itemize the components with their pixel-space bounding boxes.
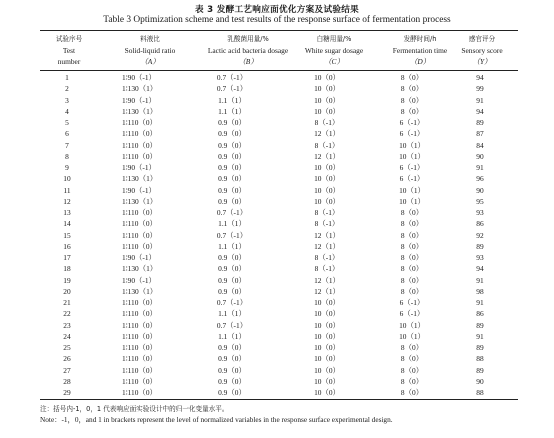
table-cell: 10（0） [314, 320, 340, 330]
table-cell: 91 [476, 298, 484, 307]
header-label-cn: 试验序号 [55, 35, 83, 43]
table-cell: 10（0） [314, 309, 340, 319]
table-cell: 0.9（0） [218, 388, 246, 397]
table-cell: 96 [476, 174, 484, 184]
table-cell: 8（0） [400, 84, 424, 94]
table-cell: 6（-1） [399, 129, 425, 139]
table-cell: 6（-1） [399, 163, 425, 172]
table-cell: 89 [476, 241, 484, 251]
table-cell: 11 [63, 185, 71, 195]
table-cell: 2 [65, 84, 69, 94]
table-cell: 0.9（0） [218, 185, 246, 195]
table-cell-text: 1∶110（0） [122, 320, 157, 330]
header-label-sym: （A） [140, 57, 160, 66]
table-cell: 8（0） [400, 286, 424, 296]
table-cell: 6（-1） [399, 298, 425, 307]
table-cell: 13 [63, 208, 71, 217]
table-cell: 0.9（0） [218, 196, 246, 206]
table-cell [102, 263, 192, 274]
table-cell: 8（0） [400, 365, 424, 375]
table-cell: 93 [476, 253, 484, 262]
table-cell-text: 1∶90（-1） [122, 163, 156, 172]
table-cell: 15 [63, 230, 71, 240]
table-cell [102, 196, 192, 207]
table-cell-text: 1∶130（1） [122, 174, 158, 184]
table-cell: 12（1） [314, 151, 340, 161]
table-cell-text: 1∶110（0） [122, 331, 157, 341]
table-cell-text: 1∶130（1） [122, 84, 158, 94]
table-cell: 0.9（0） [218, 365, 246, 375]
table-cell [102, 83, 192, 94]
table-row [40, 286, 518, 297]
table-cell: 1 [65, 73, 69, 82]
table-cell: 8（-1） [314, 264, 340, 274]
table-row [40, 185, 518, 196]
table-cell [102, 320, 192, 331]
table-cell: 8（0） [400, 343, 424, 352]
table-cell: 27 [63, 365, 71, 375]
table-cell: 12（1） [314, 241, 340, 251]
table-cell: 91 [476, 275, 484, 285]
table-cell: 10（0） [314, 73, 340, 82]
table-cell: 8（0） [400, 241, 424, 251]
table-cell: 17 [63, 253, 71, 262]
table-cell: 26 [63, 354, 71, 364]
table-cell [102, 297, 192, 308]
table-cell: 10（0） [314, 388, 340, 397]
table-cell-text: 1∶110（0） [122, 208, 157, 217]
table-row [40, 218, 518, 229]
header-test-number [40, 34, 98, 67]
table-cell: 0.9（0） [218, 253, 246, 262]
table-cell: 89 [476, 343, 484, 352]
table-cell [102, 106, 192, 117]
table-cell: 8（0） [400, 106, 424, 116]
table-cell: 8（-1） [314, 140, 340, 150]
table-cell [102, 218, 192, 229]
table-row [40, 117, 518, 128]
table-cell [102, 376, 192, 387]
table-cell-text: 1∶110（0） [122, 118, 157, 127]
table-cell: 0.7（-1） [216, 230, 248, 240]
table-cell: 86 [476, 309, 484, 319]
table-cell [102, 331, 192, 342]
table-cell: 8（0） [400, 230, 424, 240]
table-cell: 3 [65, 95, 69, 105]
table-cell: 1.1（1） [218, 331, 246, 341]
table-row [40, 95, 518, 106]
table-row [40, 320, 518, 331]
table-cell: 88 [476, 354, 484, 364]
table-row [40, 241, 518, 252]
table-cell [102, 353, 192, 364]
table-cell-text: 1∶110（0） [122, 365, 157, 375]
table-row [40, 308, 518, 319]
table-cell: 10（0） [314, 106, 340, 116]
table-cell: 10（0） [314, 84, 340, 94]
table-cell: 93 [476, 208, 484, 217]
table-cell: 8（0） [400, 354, 424, 364]
table-row [40, 106, 518, 117]
table-cell: 94 [476, 106, 484, 116]
table-top-rule [40, 30, 518, 31]
table-row [40, 83, 518, 94]
table-cell-text: 1∶110（0） [122, 129, 157, 139]
table-cell: 5 [65, 118, 69, 127]
table-cell: 10（0） [314, 174, 340, 184]
table-row [40, 207, 518, 218]
table-cell: 0.7（-1） [216, 208, 248, 217]
header-label-en: Solid-liquid ratio [124, 46, 176, 55]
table-cell [102, 151, 192, 162]
table-cell: 8（0） [400, 388, 424, 397]
table-cell-text: 1∶130（1） [122, 264, 158, 274]
table-row [40, 376, 518, 387]
header-label-cn: 发酵时间/h [403, 35, 437, 43]
table-cell-text: 1∶110（0） [122, 354, 157, 364]
table-cell: 24 [63, 331, 71, 341]
header-label-en: Lactic acid bacteria dosage [207, 46, 289, 55]
table-cell: 90 [476, 185, 484, 195]
table-body [40, 72, 518, 398]
table-cell: 8（-1） [314, 219, 340, 229]
table-cell-text: 1∶130（1） [122, 196, 158, 206]
table-cell: 91 [476, 95, 484, 105]
table-row [40, 387, 518, 398]
table-cell: 8（-1） [314, 253, 340, 262]
table-cell: 6（-1） [399, 309, 425, 319]
header-label-en: Sensory score [461, 46, 503, 55]
header-solid-liquid-ratio [104, 34, 196, 67]
table-note-english: Note：-1，0，and 1 in brackets represent the level of normalized variables in the response surface experimental design. [40, 415, 393, 424]
table-cell: 0.9（0） [218, 151, 246, 161]
table-cell: 10（0） [314, 185, 340, 195]
header-label-en: White sugar dosage [304, 46, 364, 55]
table-cell: 0.7（-1） [216, 84, 248, 94]
table-cell-text: 1∶130（1） [122, 286, 158, 296]
table-row [40, 252, 518, 263]
table-cell [102, 140, 192, 151]
table-cell: 0.9（0） [218, 354, 246, 364]
header-label-sym: （D） [409, 57, 431, 66]
table-cell: 8（0） [400, 275, 424, 285]
table-cell: 20 [63, 286, 71, 296]
table-cell: 4 [65, 106, 69, 116]
table-cell: 29 [63, 388, 71, 397]
table-row [40, 173, 518, 184]
table-cell-text: 1∶110（0） [122, 376, 157, 386]
table-cell-text: 1∶110（0） [122, 298, 157, 307]
table-cell-text: 1∶90（-1） [122, 73, 156, 82]
table-cell-text: 1∶110（0） [122, 151, 157, 161]
table-cell: 0.7（-1） [216, 320, 248, 330]
table-cell: 10（0） [314, 298, 340, 307]
table-cell: 14 [63, 219, 71, 229]
table-cell: 6 [65, 129, 69, 139]
table-cell: 0.9（0） [218, 129, 246, 139]
header-label-sym: （Y） [472, 57, 492, 66]
table-cell: 25 [63, 343, 71, 352]
table-cell [102, 387, 192, 398]
table-cell [102, 342, 192, 353]
header-label-en: Test [62, 46, 76, 55]
table-cell: 21 [63, 298, 71, 307]
table-cell-text: 1∶90（-1） [122, 275, 156, 285]
table-cell: 94 [476, 264, 484, 274]
table-cell: 23 [63, 320, 71, 330]
table-cell-text: 1∶110（0） [122, 230, 157, 240]
table-header-rule [40, 70, 518, 71]
table-cell: 12（1） [314, 230, 340, 240]
table-cell: 8（0） [400, 376, 424, 386]
table-cell: 92 [476, 230, 484, 240]
table-cell-text: 1∶110（0） [122, 388, 157, 397]
table-row [40, 353, 518, 364]
table-cell: 12（1） [314, 286, 340, 296]
table-cell [102, 117, 192, 128]
header-label-cn: 乳酸菌用量/% [227, 35, 269, 43]
table-row [40, 162, 518, 173]
header-sensory-score [452, 34, 512, 67]
table-row [40, 297, 518, 308]
table-cell: 1.1（1） [218, 106, 246, 116]
table-cell: 90 [476, 151, 484, 161]
header-label-en: Fermentation time [392, 46, 448, 55]
table-cell: 22 [63, 309, 71, 319]
table-cell-text: 1∶90（-1） [122, 185, 156, 195]
table-cell-text: 1∶110（0） [122, 343, 157, 352]
table-title-english: Table 3 Optimization scheme and test results of the response surface of fermentation process [103, 15, 451, 25]
table-cell: 8（0） [400, 219, 424, 229]
table-cell: 12（1） [314, 129, 340, 139]
table-cell: 0.9（0） [218, 343, 246, 352]
table-row [40, 263, 518, 274]
table-cell: 0.9（0） [218, 174, 246, 184]
table-cell: 12 [63, 196, 71, 206]
table-bottom-rule [40, 399, 518, 400]
table-cell: 0.9（0） [218, 376, 246, 386]
table-cell: 6（-1） [399, 118, 425, 127]
table-cell-text: 1∶110（0） [122, 140, 157, 150]
table-cell: 8（0） [400, 95, 424, 105]
table-cell [102, 241, 192, 252]
table-cell: 10（1） [399, 140, 425, 150]
table-cell: 0.9（0） [218, 275, 246, 285]
table-cell: 90 [476, 376, 484, 386]
table-cell: 10（0） [314, 196, 340, 206]
header-label-cn: 料液比 [140, 35, 160, 43]
table-cell: 86 [476, 219, 484, 229]
table-row [40, 342, 518, 353]
table-cell-text: 1∶130（1） [122, 106, 158, 116]
header-label-sym: number [57, 57, 81, 66]
table-row [40, 230, 518, 241]
table-cell: 28 [63, 376, 71, 386]
table-cell: 0.9（0） [218, 163, 246, 172]
table-row [40, 128, 518, 139]
table-cell: 1.1（1） [218, 309, 246, 319]
table-cell: 0.7（-1） [216, 298, 248, 307]
table-cell: 89 [476, 320, 484, 330]
table-cell [102, 173, 192, 184]
table-cell: 1.1（1） [218, 241, 246, 251]
table-cell: 84 [476, 140, 484, 150]
table-cell: 10（1） [399, 320, 425, 330]
table-cell: 89 [476, 118, 484, 127]
table-cell: 95 [476, 196, 484, 206]
table-cell [102, 308, 192, 319]
table-cell [102, 185, 192, 196]
table-cell: 87 [476, 129, 484, 139]
header-label-cn: 感官评分 [468, 35, 496, 43]
table-cell: 0.9（0） [218, 264, 246, 274]
table-cell: 89 [476, 365, 484, 375]
table-cell: 91 [476, 163, 484, 172]
table-cell: 8（0） [400, 253, 424, 262]
table-cell: 10（1） [399, 185, 425, 195]
table-cell: 10（1） [399, 331, 425, 341]
table-cell: 88 [476, 388, 484, 397]
table-cell: 10（0） [314, 95, 340, 105]
table-cell: 10（0） [314, 163, 340, 172]
table-cell: 10（0） [314, 331, 340, 341]
table-cell: 10（1） [399, 151, 425, 161]
header-label-cn: 白糖用量/% [316, 35, 352, 43]
header-label-sym: （C） [324, 57, 344, 66]
table-cell [102, 275, 192, 286]
table-cell [102, 230, 192, 241]
table-cell-text: 1∶110（0） [122, 309, 157, 319]
header-label-sym: （B） [238, 57, 258, 66]
table-row [40, 72, 518, 83]
table-cell: 10（1） [399, 196, 425, 206]
table-cell: 99 [476, 84, 484, 94]
table-cell: 8（-1） [314, 208, 340, 217]
table-cell-text: 1∶90（-1） [122, 253, 156, 262]
table-cell: 1.1（1） [218, 95, 246, 105]
table-cell: 8（0） [400, 264, 424, 274]
table-row [40, 151, 518, 162]
table-cell: 10（0） [314, 343, 340, 352]
table-cell: 0.7（-1） [216, 73, 248, 82]
table-cell [102, 95, 192, 106]
table-cell: 1.1（1） [218, 219, 246, 229]
table-cell: 10（0） [314, 376, 340, 386]
table-cell: 16 [63, 241, 71, 251]
table-cell: 9 [65, 163, 69, 172]
table-cell [102, 207, 192, 218]
table-row [40, 196, 518, 207]
table-cell [102, 162, 192, 173]
table-cell [102, 128, 192, 139]
table-cell: 8 [65, 151, 69, 161]
table-cell: 94 [476, 73, 484, 82]
table-cell [102, 286, 192, 297]
table-cell: 10（0） [314, 365, 340, 375]
table-row [40, 331, 518, 342]
table-cell: 10（0） [314, 354, 340, 364]
table-cell [102, 72, 192, 83]
table-cell: 8（-1） [314, 118, 340, 127]
table-cell: 0.9（0） [218, 286, 246, 296]
table-cell-text: 1∶110（0） [122, 219, 157, 229]
table-cell: 8（0） [400, 73, 424, 82]
table-row [40, 365, 518, 376]
table-cell [102, 365, 192, 376]
table-cell-text: 1∶110（0） [122, 241, 157, 251]
table-cell: 0.9（0） [218, 140, 246, 150]
table-row [40, 140, 518, 151]
table-cell: 12（1） [314, 275, 340, 285]
table-cell: 7 [65, 140, 69, 150]
table-cell: 18 [63, 264, 71, 274]
table-cell: 6（-1） [399, 174, 425, 184]
table-cell: 98 [476, 286, 484, 296]
table-cell: 0.9（0） [218, 118, 246, 127]
table-title-chinese: 表 3 发酵工艺响应面优化方案及试验结果 [194, 5, 360, 15]
table-row [40, 275, 518, 286]
table-note-chinese: 注：括号内-1，0，1 代表响应面实验设计中的归一化变量水平。 [40, 405, 229, 413]
header-white-sugar [284, 34, 384, 67]
table-cell: 8（0） [400, 208, 424, 217]
table-cell [102, 252, 192, 263]
table-cell-text: 1∶90（-1） [122, 95, 156, 105]
table-cell: 91 [476, 331, 484, 341]
table-cell: 19 [63, 275, 71, 285]
table-cell: 10 [63, 174, 71, 184]
